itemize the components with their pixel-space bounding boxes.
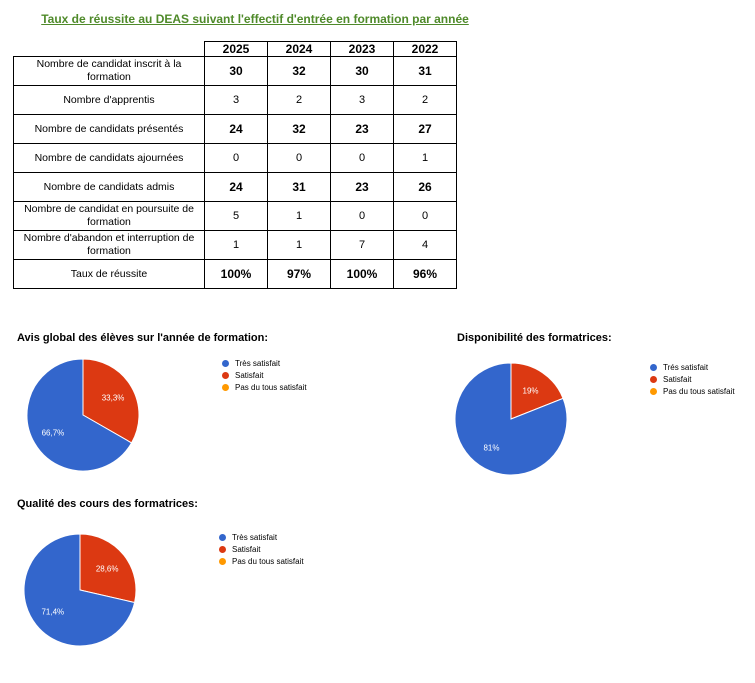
- legend: [222, 357, 307, 393]
- table-cell: 31: [268, 173, 331, 202]
- row-label: Nombre de candidat en poursuite de formation: [14, 202, 205, 231]
- table-header-row: [14, 42, 457, 57]
- table-corner: [14, 42, 205, 57]
- results-table: [13, 41, 457, 289]
- table-cell: 100%: [205, 260, 268, 289]
- table-cell: 100%: [331, 260, 394, 289]
- pie-chart-disponibilite: [454, 362, 568, 476]
- table-cell: 1: [394, 144, 457, 173]
- table-cell: 0: [205, 144, 268, 173]
- table-row: [14, 260, 457, 289]
- table-cell: 32: [268, 115, 331, 144]
- legend-swatch: [650, 388, 657, 395]
- pie-chart-avis-global: [26, 358, 140, 472]
- table-row: [14, 231, 457, 260]
- year-header: 2025: [205, 42, 268, 57]
- table-row: [14, 115, 457, 144]
- table-cell: 1: [268, 231, 331, 260]
- legend-label: Pas du tous satisfait: [663, 386, 735, 396]
- legend-item: [222, 369, 307, 381]
- legend-label: Satisfait: [235, 370, 264, 380]
- page-title: Taux de réussite au DEAS suivant l'effectif d'entrée en formation par année: [41, 12, 469, 26]
- table-row: [14, 202, 457, 231]
- legend-item: [222, 357, 307, 369]
- pie-chart-qualite-cours: [23, 533, 137, 647]
- table-cell: 0: [394, 202, 457, 231]
- legend-item: [219, 555, 304, 567]
- year-header: 2023: [331, 42, 394, 57]
- legend-swatch: [219, 546, 226, 553]
- legend-item: [219, 543, 304, 555]
- table-cell: 3: [205, 86, 268, 115]
- table-cell: 27: [394, 115, 457, 144]
- table-cell: 5: [205, 202, 268, 231]
- legend-label: Satisfait: [663, 374, 692, 384]
- legend: [219, 531, 304, 567]
- table-cell: 4: [394, 231, 457, 260]
- legend-item: [650, 385, 735, 397]
- legend-label: Trés satisfait: [663, 362, 709, 372]
- legend-swatch: [219, 558, 226, 565]
- slice-label: 28,6%: [95, 564, 119, 574]
- table-cell: 31: [394, 57, 457, 86]
- year-header: 2024: [268, 42, 331, 57]
- table-cell: 2: [394, 86, 457, 115]
- legend-swatch: [222, 384, 229, 391]
- table-cell: 1: [268, 202, 331, 231]
- legend-label: Très satisfait: [235, 358, 281, 368]
- table-cell: 23: [331, 173, 394, 202]
- table-cell: 24: [205, 115, 268, 144]
- table-cell: 24: [205, 173, 268, 202]
- legend-label: Pas du tous satisfait: [232, 556, 304, 566]
- legend-swatch: [222, 372, 229, 379]
- table-cell: 2: [268, 86, 331, 115]
- table-cell: 23: [331, 115, 394, 144]
- legend: [650, 361, 735, 397]
- row-label: Nombre de candidats ajournées: [14, 144, 205, 173]
- table-cell: 32: [268, 57, 331, 86]
- chart-title: Avis global des élèves sur l'année de formation:: [17, 332, 269, 344]
- legend-item: [219, 531, 304, 543]
- legend-label: Satisfait: [232, 544, 261, 554]
- legend-item: [650, 361, 735, 373]
- table-cell: 26: [394, 173, 457, 202]
- table-row: [14, 144, 457, 173]
- table-cell: 7: [331, 231, 394, 260]
- row-label: Nombre de candidats présentés: [14, 115, 205, 144]
- legend-swatch: [650, 376, 657, 383]
- row-label: Nombre d'abandon et interruption de formation: [14, 231, 205, 260]
- legend-label: Très satisfait: [232, 532, 278, 542]
- slice-label: 19%: [522, 386, 539, 396]
- slice-label: 66,7%: [41, 428, 65, 438]
- row-label: Taux de réussite: [14, 260, 205, 289]
- year-header: 2022: [394, 42, 457, 57]
- table-cell: 1: [205, 231, 268, 260]
- table-cell: 0: [331, 202, 394, 231]
- chart-title: Disponibilité des formatrices:: [457, 332, 612, 344]
- table-cell: 0: [268, 144, 331, 173]
- table-cell: 30: [331, 57, 394, 86]
- row-label: Nombre de candidats admis: [14, 173, 205, 202]
- legend-item: [222, 381, 307, 393]
- row-label: Nombre de candidat inscrit à la formation: [14, 57, 205, 86]
- table-row: [14, 86, 457, 115]
- table-cell: 97%: [268, 260, 331, 289]
- table-cell: 0: [331, 144, 394, 173]
- chart-title: Qualité des cours des formatrices:: [17, 498, 198, 510]
- legend-label: Pas du tous satisfait: [235, 382, 307, 392]
- row-label: Nombre d'apprentis: [14, 86, 205, 115]
- legend-swatch: [222, 360, 229, 367]
- legend-swatch: [650, 364, 657, 371]
- table-cell: 96%: [394, 260, 457, 289]
- legend-item: [650, 373, 735, 385]
- slice-label: 33,3%: [101, 393, 125, 403]
- slice-label: 71,4%: [41, 607, 65, 617]
- table-cell: 30: [205, 57, 268, 86]
- slice-label: 81%: [483, 443, 500, 453]
- table-row: [14, 57, 457, 86]
- table-row: [14, 173, 457, 202]
- table-cell: 3: [331, 86, 394, 115]
- legend-swatch: [219, 534, 226, 541]
